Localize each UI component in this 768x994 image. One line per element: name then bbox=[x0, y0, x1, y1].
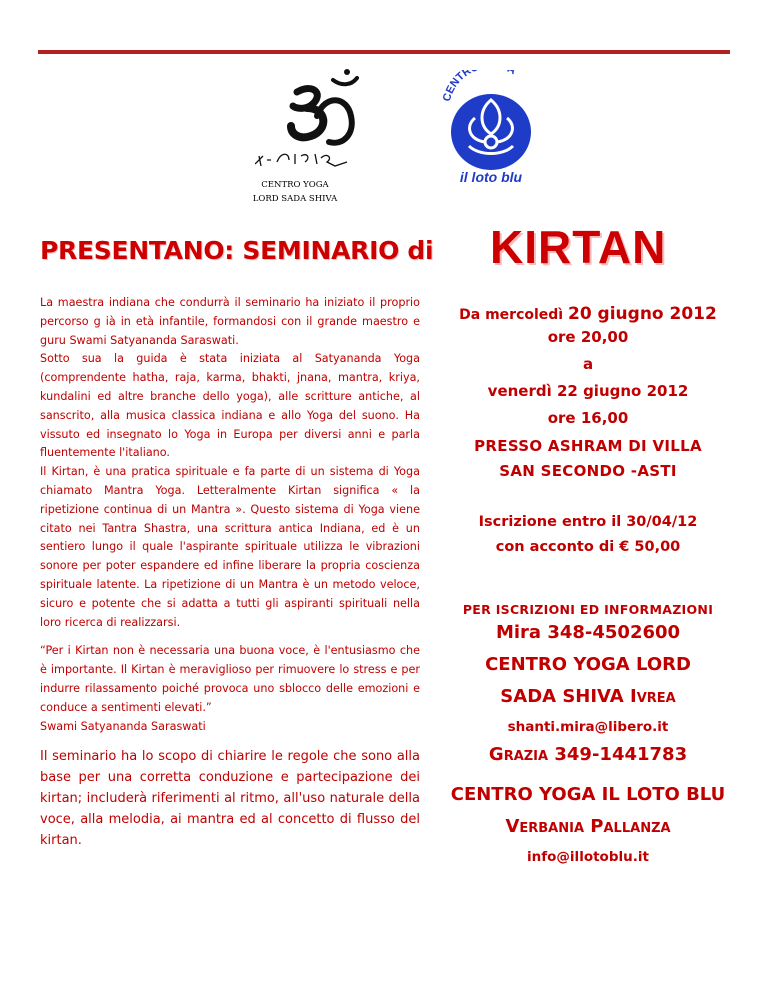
to-time: ore 16,00 bbox=[547, 409, 629, 427]
centro1-name: SADA SHIVA bbox=[500, 686, 624, 707]
headline-kirtan: KIRTAN bbox=[490, 221, 667, 273]
logo-name-text: il loto blu bbox=[459, 169, 523, 185]
lotus-circle bbox=[451, 94, 531, 170]
to-word: a bbox=[582, 355, 594, 373]
contact-grazia: GRAZIA 349-1441783 bbox=[488, 744, 688, 765]
registration-deadline: Iscrizione entro il 30/04/12 bbox=[478, 514, 698, 530]
city2: VERBANIA PALLANZA bbox=[505, 816, 671, 837]
city1: IVREA bbox=[629, 686, 676, 707]
from-date: 20 giugno 2012 bbox=[567, 304, 717, 324]
logo-arc-text: CENTR bbox=[440, 70, 474, 103]
paragraph-intro: La maestra indiana che condurrà il seminario ha iniziato il proprio percorso g ià in età infantile, formandosi con il grande maestro e guru Swami Satyananda Saraswati. bbox=[40, 296, 420, 347]
description-column bbox=[40, 294, 420, 851]
org-left-label bbox=[230, 178, 360, 206]
from-label: Da mercoledì bbox=[459, 307, 564, 323]
place-line2: SAN SECONDO -ASTI bbox=[499, 462, 677, 480]
top-rule bbox=[38, 50, 730, 54]
place-line1: PRESSO ASHRAM DI VILLA bbox=[474, 437, 702, 455]
centro2-name: CENTRO YOGA IL LOTO BLU bbox=[450, 784, 726, 805]
org-left-line1: CENTRO YOGA bbox=[261, 180, 329, 190]
paragraph-training: Sotto sua la guida è stata iniziata al Satyananda Yoga (comprendente hatha, raja, karma, bhakti, jnana, mantra, kriya, kundalini ed altre branche dello yoga), alle scritture antiche, al sanscrito, alla musica classica indiana e allo Yoga del suono. Ha vissuto ed insegnato lo Yoga in Europa per diversi anni e parla fluentemente l'italiano. bbox=[40, 352, 420, 460]
event-column bbox=[428, 300, 748, 869]
event-start bbox=[428, 304, 748, 324]
quote-text: “Per i Kirtan non è necessaria una buona voce, è l'entusiasmo che è importante. Il Kirtan è meraviglioso per rimuovere lo stress e per indurre rilassamento poiché provoca uno sblocco delle emozioni e conduce a sentimenti elevati.” bbox=[40, 644, 420, 714]
paragraph-kirtan: Il Kirtan, è una pratica spirituale e fa parte di un sistema di Yoga chiamato Mantra Yoga. Letteralmente Kirtan significa « la ripetizione continua di un Mantra ». Questo sistema di Yoga viene citato nei Tantra Shastra, una scrittura antica Indiana, ed è un sentiero lungo il quale l'aspirante spirituale utilizza le vibrazioni sonore per poter espandere ed infine liberare la propria coscienza spirituale latente. La ripetizione di un Mantra è un metodo veloce, sicuro e potente che si adatta a tutti gli aspiranti spirituali nella loro ricerca di realizzarsi. bbox=[40, 465, 420, 629]
contact-mira: Mira 348-4502600 bbox=[495, 622, 681, 643]
signature-text: श्री शिवानंद bbox=[255, 64, 260, 65]
headline-presentano: PRESENTANO: SEMINARIO di bbox=[40, 236, 434, 265]
org-left-line2: LORD SADA SHIVA bbox=[252, 194, 338, 204]
om-symbol-icon bbox=[255, 64, 385, 174]
email-mira[interactable]: shanti.mira@libero.it bbox=[507, 719, 669, 735]
headline bbox=[40, 222, 740, 282]
loto-blu-logo bbox=[435, 70, 545, 188]
to-date: venerdì 22 giugno 2012 bbox=[487, 382, 689, 400]
email-lotoblu[interactable]: info@illotoblu.it bbox=[527, 849, 649, 865]
centro1-line1: CENTRO YOGA LORD bbox=[485, 654, 691, 675]
registration-deposit: con acconto di € 50,00 bbox=[495, 539, 681, 555]
contacts-heading: PER ISCRIZIONI ED INFORMAZIONI bbox=[462, 602, 714, 617]
paragraph-seminar: Il seminario ha lo scopo di chiarire le regole che sono alla base per una corretta conduzione e partecipazione dei kirtan; includerà riferimenti al ritmo, all'uso naturale della voce, alla melodia, ai mantra ed al concetto di flusso del kirtan. bbox=[40, 749, 420, 849]
from-time: ore 20,00 bbox=[547, 328, 629, 346]
quote-author: Swami Satyananda Saraswati bbox=[40, 719, 206, 733]
grazia-phone: 349-1441783 bbox=[554, 744, 688, 765]
centro1-line2 bbox=[428, 681, 748, 715]
om-logo bbox=[255, 64, 385, 174]
